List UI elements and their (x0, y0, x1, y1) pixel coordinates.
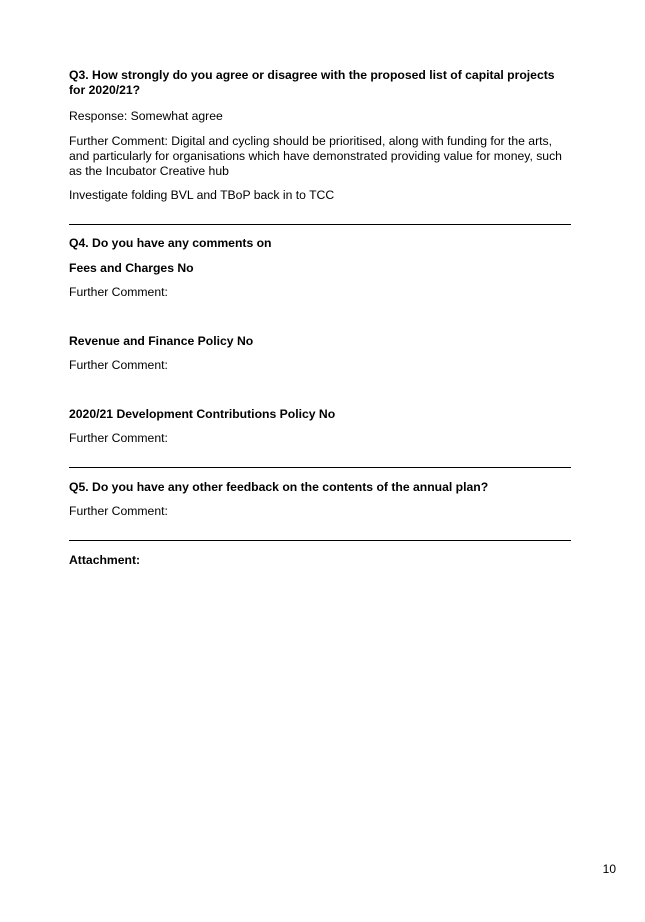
q4-item-heading: Revenue and Finance Policy No (69, 334, 254, 348)
q3-section (69, 68, 571, 98)
q4-item-heading: 2020/21 Development Contributions Policy No (69, 407, 336, 421)
q3-extra-comment: Investigate folding BVL and TBoP back in to TCC (69, 188, 335, 202)
attachment-section (69, 553, 571, 568)
q5-title: Q5. Do you have any other feedback on the contents of the annual plan? (69, 480, 489, 494)
q4-item-development (69, 407, 571, 422)
q4-item-revenue (69, 334, 571, 349)
q4-item-heading: Fees and Charges No (69, 261, 194, 275)
q4-section (69, 236, 571, 251)
q3-extra-comment-block (69, 188, 571, 203)
q3-further-comment: Further Comment: Digital and cycling should be prioritised, along with funding for the arts, and particularly for organisations which have demonstrated providing value for money, such as the Incubator Creative hub (69, 134, 562, 178)
q4-item-fees (69, 261, 571, 276)
section-divider (69, 224, 571, 225)
q3-title: Q3. How strongly do you agree or disagree with the proposed list of capital projects for 2020/21? (69, 68, 555, 97)
q3-response-block (69, 109, 571, 124)
q4-title: Q4. Do you have any comments on (69, 236, 272, 250)
q3-further-comment-block (69, 134, 571, 179)
q5-section (69, 480, 571, 495)
q3-response: Response: Somewhat agree (69, 109, 223, 123)
page-number: 10 (602, 862, 616, 876)
q4-item-comment: Further Comment: (69, 358, 168, 372)
section-divider (69, 467, 571, 468)
attachment-label: Attachment: (69, 553, 141, 567)
q4-item-comment: Further Comment: (69, 285, 168, 299)
section-divider (69, 540, 571, 541)
q4-item-comment: Further Comment: (69, 431, 168, 445)
q5-further-comment: Further Comment: (69, 504, 168, 518)
